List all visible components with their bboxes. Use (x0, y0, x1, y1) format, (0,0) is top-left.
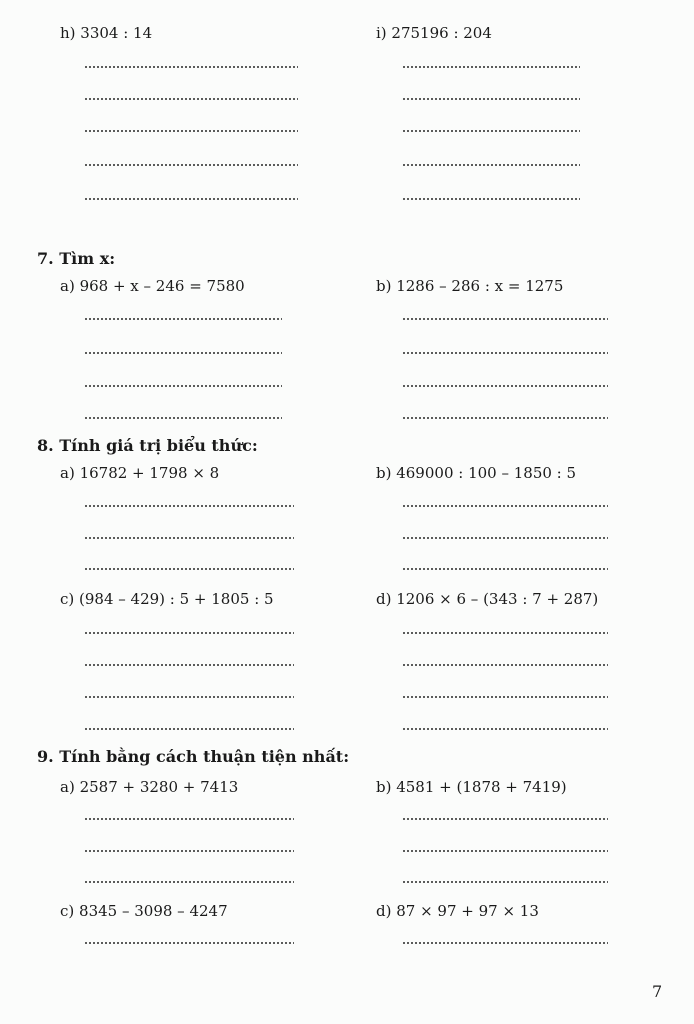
answer-line (84, 664, 294, 666)
answer-line (84, 818, 294, 820)
problem-i: i) 275196 : 204 (376, 24, 492, 42)
answer-line (402, 198, 580, 200)
exercise-9b: b) 4581 + (1878 + 7419) (376, 778, 567, 796)
answer-line (402, 696, 608, 698)
problem-h: h) 3304 : 14 (60, 24, 153, 42)
answer-line (84, 568, 294, 570)
answer-line (402, 417, 608, 419)
answer-line (402, 537, 608, 539)
answer-line (402, 850, 608, 852)
exercise-7a: a) 968 + x – 246 = 7580 (60, 277, 245, 295)
answer-line (84, 385, 282, 387)
answer-line (402, 664, 608, 666)
answer-line (402, 318, 608, 320)
answer-line (84, 942, 294, 944)
exercise-8a: a) 16782 + 1798 × 8 (60, 464, 220, 482)
exercise-8c: c) (984 – 429) : 5 + 1805 : 5 (60, 590, 274, 608)
answer-line (84, 632, 294, 634)
answer-line (402, 505, 608, 507)
answer-line (84, 66, 298, 68)
answer-line (402, 728, 608, 730)
exercise-8d: d) 1206 × 6 – (343 : 7 + 287) (376, 590, 599, 608)
answer-line (84, 537, 294, 539)
answer-line (84, 98, 298, 100)
exercise-7b: b) 1286 – 286 : x = 1275 (376, 277, 564, 295)
answer-line (402, 881, 608, 883)
answer-line (402, 385, 608, 387)
exercise-8-title: 8. Tính giá trị biểu thức: (37, 436, 258, 455)
exercise-9c: c) 8345 – 3098 – 4247 (60, 902, 228, 920)
exercise-8b: b) 469000 : 100 – 1850 : 5 (376, 464, 577, 482)
answer-line (84, 881, 294, 883)
exercise-7-title: 7. Tìm x: (37, 249, 116, 268)
answer-line (84, 198, 298, 200)
answer-line (84, 352, 282, 354)
answer-line (402, 130, 580, 132)
answer-line (402, 818, 608, 820)
exercise-9d: d) 87 × 97 + 97 × 13 (376, 902, 539, 920)
answer-line (402, 632, 608, 634)
answer-line (84, 417, 282, 419)
answer-line (84, 318, 282, 320)
answer-line (84, 696, 294, 698)
answer-line (84, 505, 294, 507)
answer-line (402, 164, 580, 166)
answer-line (84, 130, 298, 132)
answer-line (402, 352, 608, 354)
exercise-9a: a) 2587 + 3280 + 7413 (60, 778, 239, 796)
answer-line (84, 850, 294, 852)
answer-line (84, 164, 298, 166)
answer-line (402, 568, 608, 570)
answer-line (402, 98, 580, 100)
answer-line (84, 728, 294, 730)
exercise-9-title: 9. Tính bằng cách thuận tiện nhất: (37, 747, 350, 766)
answer-line (402, 942, 608, 944)
page-number: 7 (652, 982, 663, 1001)
answer-line (402, 66, 580, 68)
